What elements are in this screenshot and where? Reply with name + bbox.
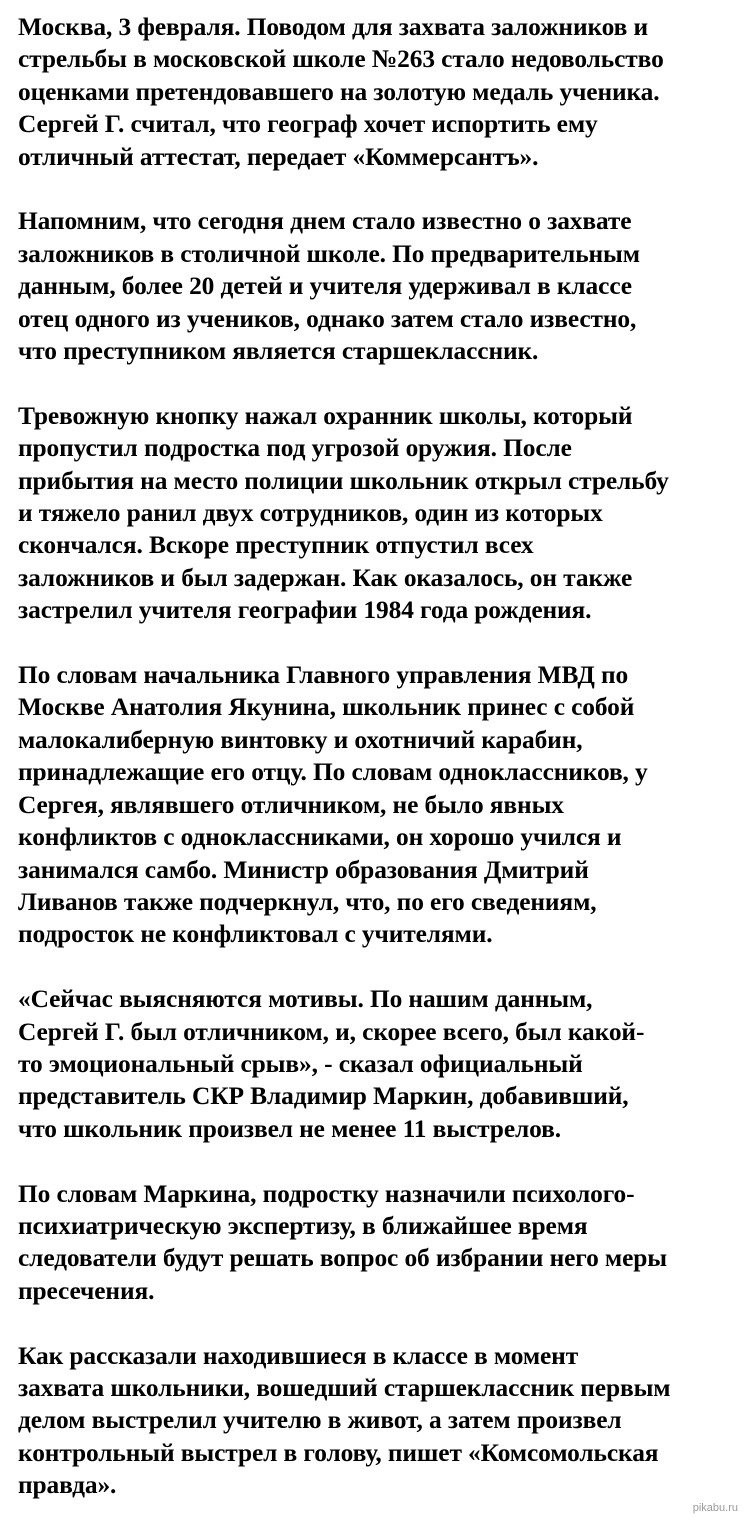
paragraph-line: захвата школьники, вошедший старшеклассник первым	[18, 1373, 671, 1402]
site-watermark: pikabu.ru	[692, 1502, 738, 1514]
paragraph-line: стрельбы в московской школе №263 стало недовольство	[18, 45, 664, 74]
paragraph-line: заложников в столичной школе. По предварительным	[18, 239, 640, 268]
paragraph-line: следователи будут решать вопрос об избрании него меры	[18, 1244, 668, 1273]
paragraph-line: прибытия на место полиции школьник открыл стрельбу	[18, 466, 669, 495]
article-paragraph	[18, 983, 738, 1145]
paragraph-line: По словам начальника Главного управления МВД по	[18, 661, 629, 690]
paragraph-line: данным, более 20 детей и учителя удерживал в классе	[18, 272, 632, 301]
paragraph-line: конфликтов с одноклассниками, он хорошо учился и	[18, 823, 622, 852]
paragraph-line: «Сейчас выясняются мотивы. По нашим данным,	[18, 985, 593, 1014]
paragraph-line: отец одного из учеников, однако затем стало известно,	[18, 304, 637, 333]
paragraph-line: психиатрическую экспертизу, в ближайшее время	[18, 1211, 588, 1240]
paragraph-line: что школьник произвел не менее 11 выстрелов.	[18, 1114, 561, 1143]
paragraph-line: Как рассказали находившиеся в классе в момент	[18, 1341, 579, 1370]
paragraph-line: скончался. Вскоре преступник отпустил всех	[18, 531, 534, 560]
article-paragraph	[18, 205, 738, 367]
paragraph-line: По словам Маркина, подростку назначили психолого-	[18, 1179, 635, 1208]
paragraph-line: отличный аттестат, передает «Коммерсантъ».	[18, 142, 539, 171]
paragraph-line: подросток не конфликтовал с учителями.	[18, 920, 493, 949]
paragraph-line: пресечения.	[18, 1276, 155, 1305]
paragraph-line: контрольный выстрел в голову, пишет «Комсомольская	[18, 1438, 659, 1467]
paragraph-line: Ливанов также подчеркнул, что, по его сведениям,	[18, 887, 597, 916]
paragraph-line: то эмоциональный срыв», - сказал официальный	[18, 1049, 583, 1078]
paragraph-line: заложников и был задержан. Как оказалось, он также	[18, 563, 633, 592]
paragraph-line: пропустил подростка под угрозой оружия. После	[18, 434, 572, 463]
paragraph-line: что преступником является старшеклассник.	[18, 337, 539, 366]
paragraph-line: правда».	[18, 1471, 117, 1500]
paragraph-line: Тревожную кнопку нажал охранник школы, который	[18, 401, 633, 430]
paragraph-line: Сергей Г. был отличником, и, скорее всего, был какой-	[18, 1017, 645, 1046]
article-paragraph	[18, 400, 738, 627]
paragraph-line: Сергея, являвшего отличником, не было явных	[18, 790, 564, 819]
paragraph-line: Москве Анатолия Якунина, школьник принес с собой	[18, 693, 635, 722]
paragraph-line: Сергей Г. считал, что географ хочет испортить ему	[18, 110, 598, 139]
paragraph-line: и тяжело ранил двух сотрудников, один из которых	[18, 499, 603, 528]
paragraph-line: представитель СКР Владимир Маркин, добавивший,	[18, 1082, 629, 1111]
paragraph-line: оценками претендовавшего на золотую медаль ученика.	[18, 77, 660, 106]
article-paragraph	[18, 1340, 738, 1502]
article-text	[18, 11, 738, 1534]
article-paragraph	[18, 1178, 738, 1308]
paragraph-line: малокалиберную винтовку и охотничий карабин,	[18, 725, 583, 754]
paragraph-line: Напомним, что сегодня днем стало известно о захвате	[18, 207, 632, 236]
article-paragraph	[18, 11, 738, 173]
paragraph-line: застрелил учителя географии 1984 года рождения.	[18, 596, 592, 625]
article-paragraph	[18, 659, 738, 951]
paragraph-line: занимался самбо. Министр образования Дмитрий	[18, 855, 589, 884]
paragraph-line: Москва, 3 февраля. Поводом для захвата заложников и	[18, 13, 649, 41]
paragraph-line: делом выстрелил учителю в живот, а затем произвел	[18, 1406, 622, 1435]
paragraph-line: принадлежащие его отцу. По словам одноклассников, у	[18, 758, 648, 787]
